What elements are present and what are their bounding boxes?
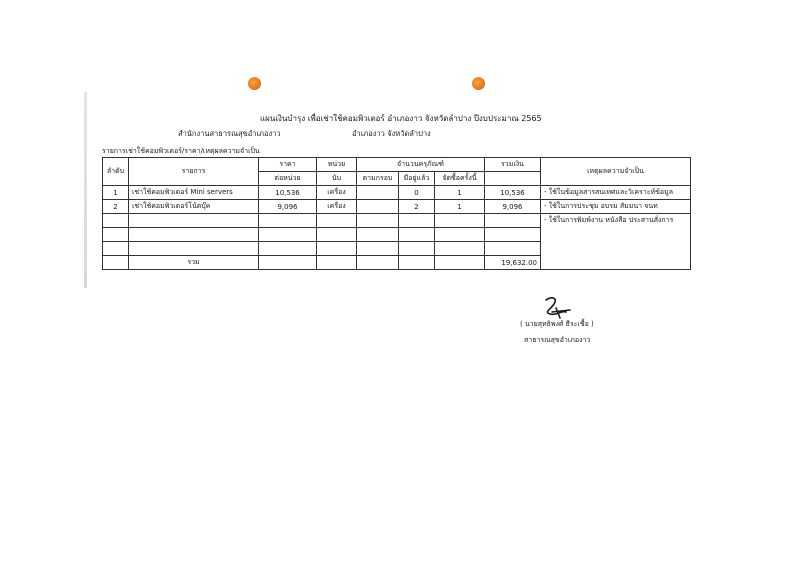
cell-reason: - ใช้ในข้อมูลสารสนเทศและวิเคราะห์ข้อมูล bbox=[541, 186, 691, 200]
office-line bbox=[178, 128, 431, 140]
cell-buy: 1 bbox=[435, 200, 485, 214]
header-qty-have: มีอยู่แล้ว bbox=[399, 172, 435, 186]
header-price-bottom: ต่อหน่วย bbox=[259, 172, 317, 186]
header-total: รวมเงิน bbox=[485, 158, 541, 172]
cell-reason: - ใช้ในการพิมพ์งาน หนังสือ ประสานสั่งการ bbox=[541, 214, 691, 228]
header-total-blank bbox=[485, 172, 541, 186]
header-qty-frame: ตามกรอบ bbox=[357, 172, 399, 186]
cell-reason-empty bbox=[541, 228, 691, 242]
header-no: ลำดับ bbox=[103, 158, 129, 186]
header-unit-top: หน่วย bbox=[317, 158, 357, 172]
cell-price: 10,536 bbox=[259, 186, 317, 200]
document-title: แผนเงินบำรุง เพื่อเช่าใช้คอมพิวเตอร์ อำเภองาว จังหวัดลำปาง ปีงบประมาณ 2565 bbox=[260, 114, 542, 123]
cell-reason-empty bbox=[541, 242, 691, 256]
signer-position: สาธารณสุขอำเภองาว bbox=[524, 336, 591, 344]
cell-price: 9,096 bbox=[259, 200, 317, 214]
cell-buy: 1 bbox=[435, 186, 485, 200]
cell-item: เช่าใช้คอมพิวเตอร์ Mini servers bbox=[129, 186, 259, 200]
cell-unit: เครื่อง bbox=[317, 186, 357, 200]
sum-row bbox=[103, 256, 691, 270]
scan-artifact bbox=[84, 92, 87, 288]
cell-have: 2 bbox=[399, 200, 435, 214]
table-caption: รายการเช่าใช้คอมพิวเตอร์/ราคา/เหตุผลความจำเป็น bbox=[102, 147, 260, 155]
cell-have: 0 bbox=[399, 186, 435, 200]
cell-reason: - ใช้ในการประชุม อบรม สัมมนา จนท bbox=[541, 200, 691, 214]
handwritten-signature bbox=[536, 296, 576, 320]
table-row-empty bbox=[103, 242, 691, 256]
cell-frame bbox=[357, 186, 399, 200]
sum-total: 19,632.00 bbox=[485, 256, 541, 270]
header-qty-buy: จัดซื้อครั้งนี้ bbox=[435, 172, 485, 186]
district-name: อำเภองาว จังหวัดลำปาง bbox=[352, 129, 431, 138]
header-item: รายการ bbox=[129, 158, 259, 186]
sum-label: รวม bbox=[129, 256, 259, 270]
signer-name: ( นายสุทธิพงศ์ ธีระเชื้อ ) bbox=[520, 320, 594, 328]
header-reason: เหตุผลความจำเป็น bbox=[541, 158, 691, 186]
table-row-empty bbox=[103, 214, 691, 228]
cell-unit: เครื่อง bbox=[317, 200, 357, 214]
cell-item: เช่าใช้คอมพิวเตอร์โน้ตบุ๊ค bbox=[129, 200, 259, 214]
table-row-empty bbox=[103, 228, 691, 242]
table-row bbox=[103, 200, 691, 214]
cell-no: 2 bbox=[103, 200, 129, 214]
header-price-top: ราคา bbox=[259, 158, 317, 172]
cell-frame bbox=[357, 200, 399, 214]
cell-total: 10,536 bbox=[485, 186, 541, 200]
header-qty-group: จำนวนครุภัณฑ์ bbox=[357, 158, 485, 172]
punch-hole-left bbox=[248, 77, 261, 90]
cell-no: 1 bbox=[103, 186, 129, 200]
office-name: สำนักงานสาธารณสุขอำเภองาว bbox=[178, 129, 281, 138]
table-row bbox=[103, 186, 691, 200]
header-row-1 bbox=[103, 158, 691, 172]
cell-total: 9,096 bbox=[485, 200, 541, 214]
punch-hole-right bbox=[472, 77, 485, 90]
budget-table bbox=[102, 157, 691, 270]
header-unit-bottom: นับ bbox=[317, 172, 357, 186]
